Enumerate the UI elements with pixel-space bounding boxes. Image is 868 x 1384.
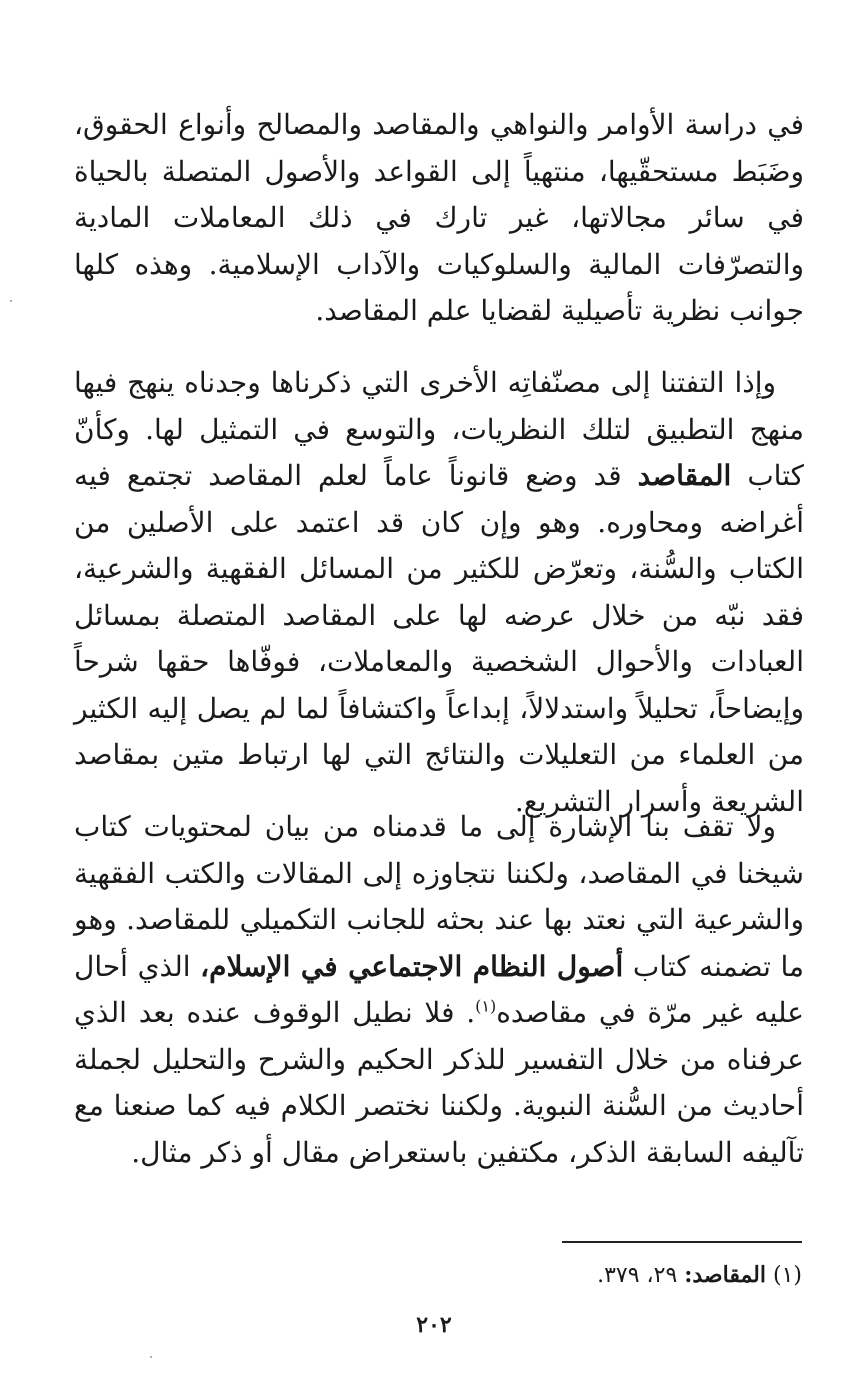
paragraph-3-part-3: . فلا نطيل الوقوف عنده بعد الذي عرفناه من خلال التفسير للذكر الحكيم والشرح والتحليل لجملة أحاديث من السُّنة النبوية. ولكننا نختصر الكلام فيه كما صنعنا مع تآليفه السابقة الذكر، مكتفين باستعراض مقال أو ذكر مثال. [74, 996, 804, 1169]
page-number: ٢٠٢ [416, 1312, 452, 1338]
paragraph-2-part-1: وإذا التفتنا إلى مصنّفاتِه الأخرى التي ذكرناها وجدناه ينهج فيها منهج التطبيق لتلك النظريات، والتوسع في التمثيل لها. وكأنّ كتاب [74, 366, 804, 492]
paragraph-3-part-2: الذي أحال عليه غير مرّة في مقاصده [74, 949, 804, 1029]
paragraph-2-part-2: قد وضع قانوناً عاماً لعلم المقاصد تجتمع فيه أغراضه ومحاوره. وهو وإن كان قد اعتمد على الأصلين من الكتاب والسُّنة، وتعرّض للكثير من المسائل الفقهية والشرعية، فقد نبّه من خلال عرضه لها على المقاصد المتصلة بمسائل العبادات والأحوال الشخصية والمعاملات، فوفّاها حقها شرحاً وإيضاحاً، تحليلاً واستدلالاً، إبداعاً واكتشافاً لما لم يصل إليه الكثير من العلماء من التعليلات والنتائج التي لها ارتباط متين بمقاصد الشريعة وأسرار التشريع. [74, 459, 804, 818]
margin-speck [10, 300, 12, 302]
book-title-usul: أصول النظام الاجتماعي في الإسلام، [200, 949, 624, 983]
book-title-almaqasid: المقاصد [637, 459, 732, 492]
footnote-reference[interactable]: (١) [475, 996, 497, 1016]
paragraph-3-text [74, 804, 804, 1176]
paragraph-2-text [74, 360, 804, 825]
footnote-separator [562, 1241, 802, 1243]
paragraph-2 [74, 360, 804, 825]
paragraph-1 [74, 102, 804, 335]
paragraph-3-part-1: ولا تقف بنا الإشارة إلى ما قدمناه من بيان لمحتويات كتاب شيخنا في المقاصد، ولكننا نتجاوزه إلى المقالات والكتب الفقهية والشرعية التي نعتد بها عند بحثه للجانب التكميلي للمقاصد. وهو ما تضمنه كتاب [74, 810, 805, 983]
paragraph-1-text: في دراسة الأوامر والنواهي والمقاصد والمصالح وأنواع الحقوق، وضَبَط مستحقّيها، منتهياً إلى القواعد والأصول المتصلة بالحياة في سائر مجالاتها، غير تارك في ذلك المعاملات المادية والتصرّفات المالية والسلوكيات والآداب الإسلامية. وهذه كلها جوانب نظرية تأصيلية لقضايا علم المقاصد. [74, 108, 804, 327]
footnote-text: ٢٩، ٣٧٩. [597, 1263, 685, 1288]
margin-speck [150, 1356, 152, 1358]
footnote-number: (١) [772, 1263, 802, 1288]
footnote-label: المقاصد: [684, 1262, 766, 1288]
paragraph-3 [74, 804, 804, 1176]
footnote [597, 1260, 802, 1291]
